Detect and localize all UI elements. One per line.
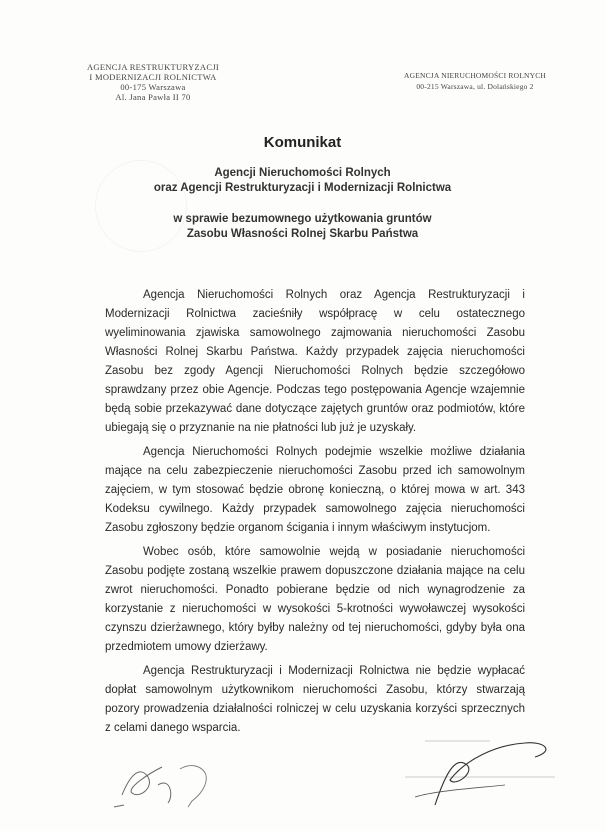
header-left-line: 00-175 Warszawa: [120, 82, 186, 92]
header-right-stamp: [395, 70, 555, 92]
body-paragraph: Agencja Nieruchomości Rolnych podejmie wszelkie możliwe działania mające na celu zabezpieczenie nieruchomości Zasobu przed ich samowolnym zajęciem, w tym stosować będzie obronę konieczną, o której mowa w art. 343 Kodeksu cywilnego. Każdy przypadek samowolnego zajęcia nieruchomości Zasobu zgłoszony będzie organom ścigania i innym właściwym instytucjom.: [105, 446, 525, 534]
header-right-line: 00-215 Warszawa, ul. Dolańskiego 2: [416, 82, 534, 91]
signature-right: [395, 735, 565, 810]
document-subtitle: [0, 166, 605, 196]
signature-left: [110, 755, 220, 810]
document-subject: [0, 212, 605, 242]
document-title: Komunikat: [263, 134, 342, 151]
document-body: [105, 286, 525, 743]
body-paragraph: Wobec osób, które samowolnie wejdą w posiadanie nieruchomości Zasobu podjęte zostaną wszelkie prawem dopuszczone działania mające na celu zwrot nieruchomości. Ponadto pobierane będzie od nich wynagrodzenie za korzystanie z nieruchomości w wysokości 5-krotności wywoławczej wysokości czynszu dzierżawnego, który byłby należny od tej nieruchomości, gdyby była ona przedmiotem umowy dzierżawy.: [105, 546, 525, 653]
subject-line: w sprawie bezumownego użytkowania gruntów: [173, 213, 432, 225]
body-paragraph: Agencja Nieruchomości Rolnych oraz Agencja Restrukturyzacji i Modernizacji Rolnictwa zacieśniły współpracę w celu ostatecznego wyeliminowania zjawiska samowolnego zajmowania nieruchomości Zasobu Własności Rolnej Skarbu Państwa. Każdy przypadek zajęcia nieruchomości Zasobu bez zgody Agencji Nieruchomości Rolnych będzie szczegółowo sprawdzany przez obie Agencje. Podczas tego postępowania Agencje wzajemnie będą sobie przekazywać dane dotyczące zajętych gruntów oraz podmiotów, które ubiegają się o przyznanie na nie płatności lub już je uzyskały.: [105, 289, 525, 434]
body-paragraph: Agencja Restrukturyzacji i Modernizacji Rolnictwa nie będzie wypłacać dopłat samowolnym użytkownikom nieruchomości Zasobu, którzy stwarzają pozory prowadzenia działalności rolniczej w celu uzyskania korzyści sprzecznych z celami danego wsparcia.: [105, 665, 525, 734]
header-left-line: I MODERNIZACJI ROLNICTWA: [89, 72, 217, 82]
subject-line: Zasobu Własności Rolnej Skarbu Państwa: [186, 228, 419, 240]
header-left-line: Al. Jana Pawła II 70: [115, 92, 191, 102]
subtitle-line: Agencji Nieruchomości Rolnych: [214, 167, 391, 179]
header-left-stamp: [78, 62, 228, 102]
header-left-line: AGENCJA RESTRUKTURYZACJI: [86, 62, 220, 72]
subtitle-line: oraz Agencji Restrukturyzacji i Modernizacji Rolnictwa: [153, 182, 452, 194]
header-right-line: AGENCJA NIERUCHOMOŚCI ROLNYCH: [403, 71, 547, 80]
